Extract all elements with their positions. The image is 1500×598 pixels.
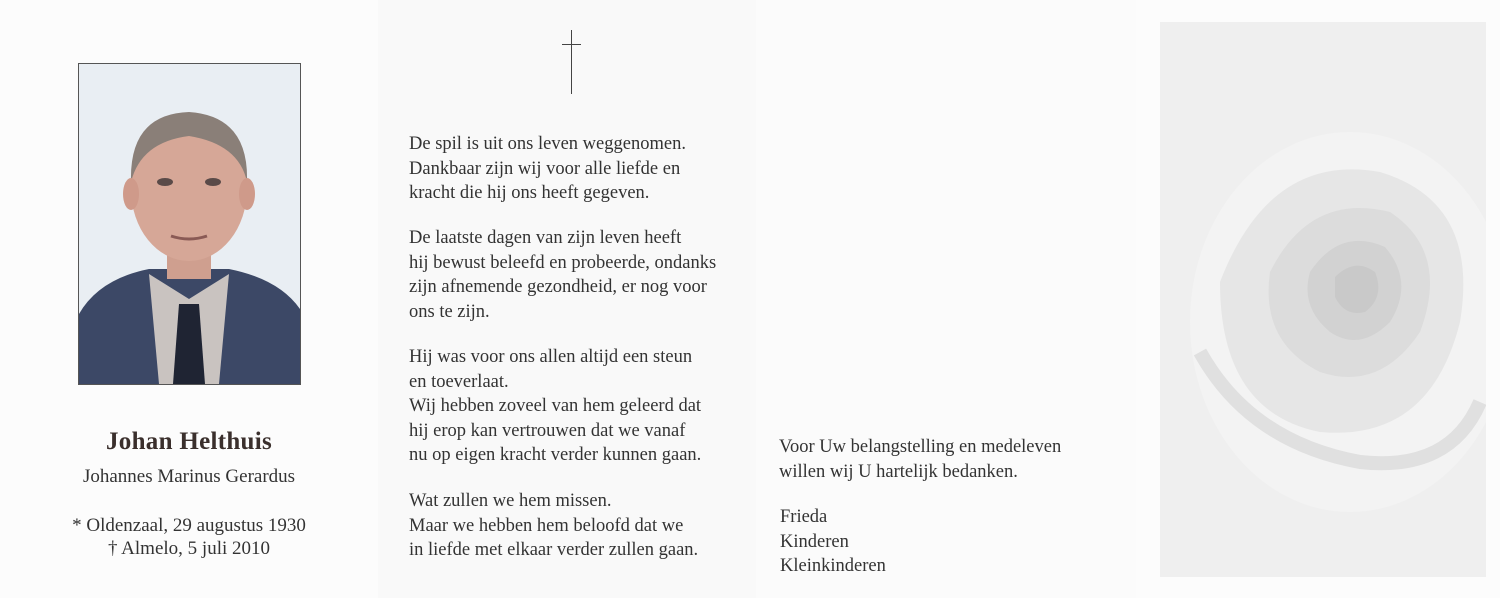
verse-line: zijn afnemende gezondheid, er nog voor [409,277,707,297]
deceased-name: Johan Helthuis [105,428,273,455]
portrait-panel [0,0,378,598]
verse-line: Hij was voor ons allen altijd een steun [409,347,693,367]
verse-stanza-1 [409,132,749,206]
birth-date: * Oldenzaal, 29 augustus 1930 [72,515,306,536]
verse-line: hij erop kan vertrouwen dat we vanaf [409,420,686,441]
verse-stanza-3 [409,345,749,468]
verse-stanza-4 [409,489,749,563]
verse-line: De spil is uit ons leven weggenomen. [409,134,686,154]
verse-line: en toeverlaat. [409,371,509,392]
rose-image [1160,22,1486,577]
verse-line: kracht die hij ons heeft gegeven. [409,183,650,203]
portrait-photo [78,63,301,385]
verse-line: in liefde met elkaar verder zullen gaan. [409,540,699,560]
cross-icon [571,30,572,94]
signer: Frieda [780,507,828,527]
verse-line: ons te zijn. [409,301,490,322]
verse-line: Maar we hebben hem beloofd dat we [409,515,684,536]
signer: Kinderen [780,531,849,552]
verse-line: Dankbaar zijn wij voor alle liefde en [409,158,681,179]
rose-panel [1136,0,1500,598]
verse-line: Wij hebben zoveel van hem geleerd dat [409,396,702,416]
thanks-panel [756,0,1136,598]
verse-line: Wat zullen we hem missen. [409,491,612,511]
signers-list [780,505,886,579]
thanks-line: Voor Uw belangstelling en medeleven [779,437,1062,457]
verse-panel [378,0,756,598]
deceased-full-name: Johannes Marinus Gerardus [82,466,296,487]
thanks-line: willen wij U hartelijk bedanken. [779,462,1018,482]
verse-line: De laatste dagen van zijn leven heeft [409,228,682,248]
death-date: † Almelo, 5 juli 2010 [107,538,271,559]
verse-line: hij bewust beleefd en probeerde, ondanks [409,252,717,273]
verse-line: nu op eigen kracht verder kunnen gaan. [409,445,702,465]
signer: Kleinkinderen [780,556,886,576]
thanks-message [779,435,1129,485]
verse-stanza-2 [409,226,749,324]
